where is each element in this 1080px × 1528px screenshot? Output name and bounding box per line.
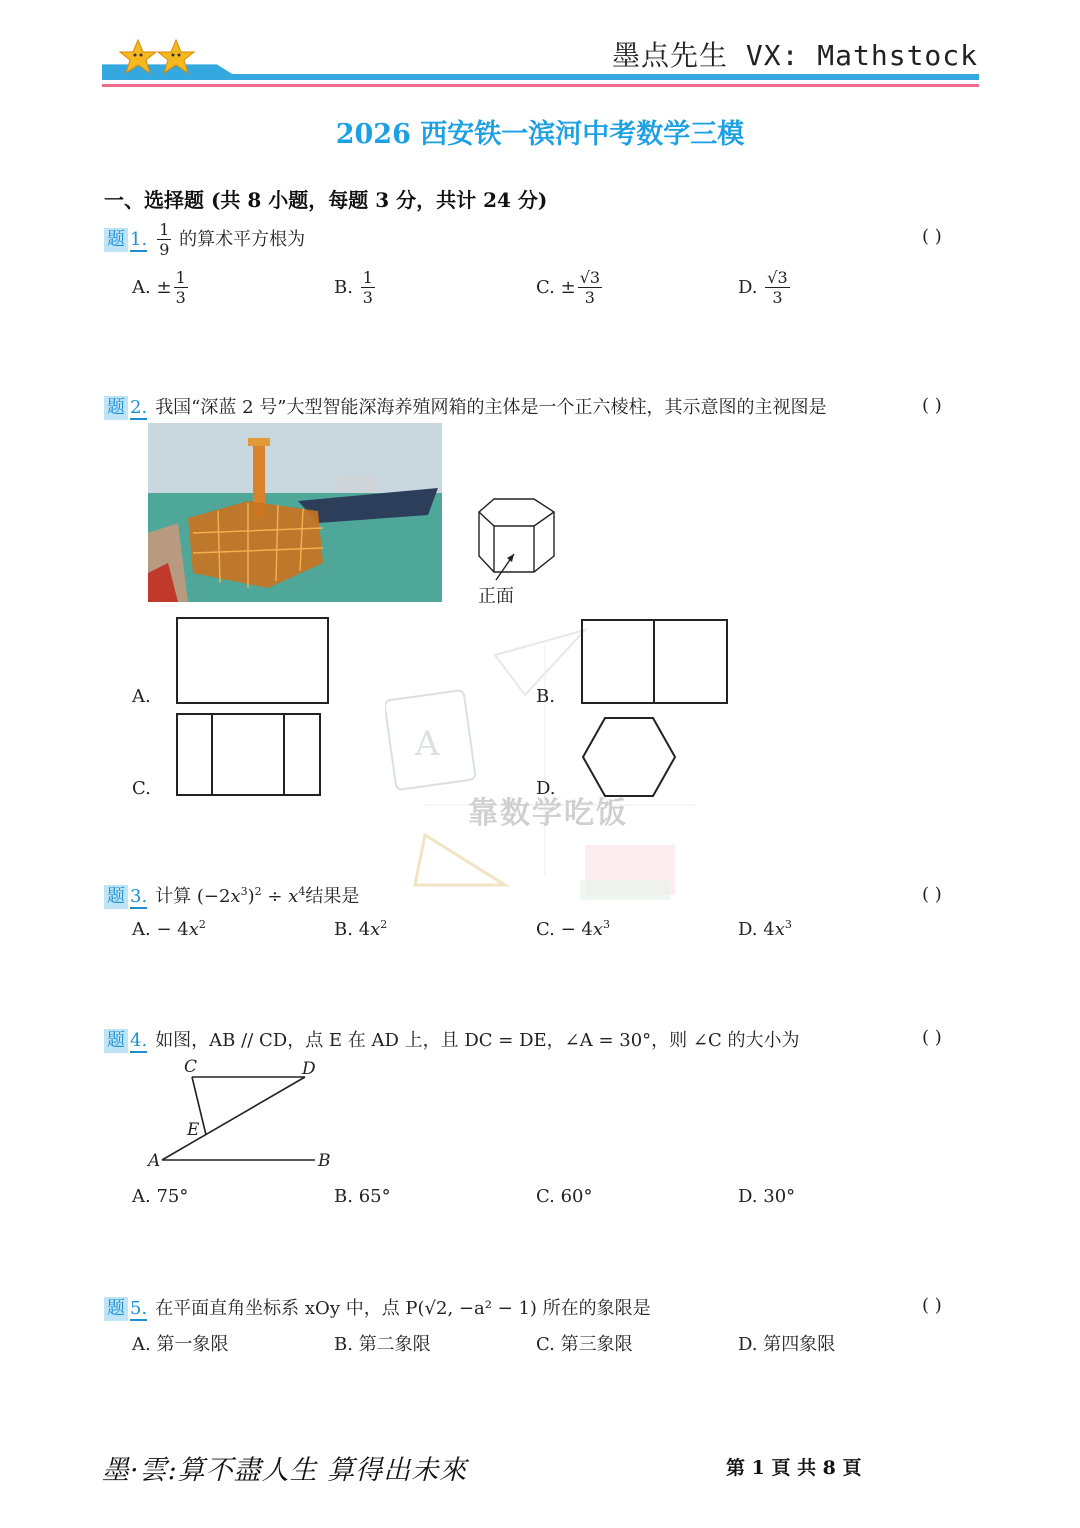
expr-variable: x (288, 886, 299, 907)
option-a (132, 270, 190, 306)
expr-variable: x (774, 919, 785, 940)
question-tag: 题 (104, 396, 128, 420)
fraction-numerator: √3 (767, 268, 788, 287)
option-label: A. (132, 1334, 151, 1355)
expr-variable: x (370, 919, 381, 940)
option-b-figure (581, 619, 729, 705)
header-brand: 墨点先生 VX: Mathstock (612, 39, 979, 72)
fraction-denominator: 9 (159, 240, 170, 259)
fraction (174, 270, 188, 306)
option-b (334, 270, 377, 306)
expr-exponent: 4 (298, 885, 306, 898)
option-d (738, 270, 792, 306)
option-d (738, 1330, 835, 1356)
question-4-stem (104, 1026, 799, 1053)
fraction-numerator: √3 (579, 268, 601, 287)
option-label: C. (536, 919, 555, 940)
question-number: 4. (130, 1030, 148, 1051)
option-value: 第四象限 (763, 1334, 836, 1355)
answer-paren: ( ) (922, 1027, 942, 1048)
point-label-d: D (302, 1059, 316, 1079)
option-coef: − 4 (156, 919, 189, 940)
option-label: D. (738, 919, 758, 940)
question-2-stem (104, 393, 826, 420)
option-coef: 4 (358, 919, 371, 940)
question-text: 如图，AB // CD，点 E 在 AD 上，且 DC = DE，∠A = 30°，则 ∠C 的大小为 (155, 1030, 800, 1051)
fraction-numerator: 1 (362, 268, 373, 287)
front-label: 正面 (478, 586, 514, 607)
option-a (132, 1330, 228, 1356)
option-a-figure (176, 617, 330, 705)
expr-part: 计算 (−2 (155, 886, 231, 907)
question-text: 的算术平方根为 (179, 229, 306, 250)
star-mascots-icon (118, 38, 198, 78)
option-c (536, 1186, 593, 1207)
question-1-stem (104, 222, 305, 258)
option-label: D. (738, 1334, 758, 1355)
question-tag: 题 (104, 1029, 128, 1053)
fraction (361, 270, 375, 306)
expr-exponent: 3 (603, 918, 611, 931)
answer-paren: ( ) (922, 226, 942, 247)
option-b (334, 918, 387, 940)
answer-paren: ( ) (922, 1295, 942, 1316)
option-coef: 4 (763, 919, 775, 940)
fraction (765, 270, 789, 306)
option-b (334, 1186, 391, 1207)
expr-exponent: 2 (380, 918, 388, 931)
fraction-numerator: 1 (175, 268, 186, 287)
question-number: 2. (130, 397, 148, 418)
point-label-b: B (318, 1151, 331, 1171)
option-d: D. (536, 778, 556, 799)
option-label: C. (536, 277, 555, 298)
point-label-e: E (187, 1120, 200, 1140)
question-tag: 题 (104, 1297, 128, 1321)
option-label: C. (536, 1334, 555, 1355)
geometry-figure-q4 (140, 1052, 340, 1177)
fraction-denominator: 3 (175, 288, 186, 307)
question-number: 5. (130, 1298, 148, 1319)
option-label: A. (132, 919, 151, 940)
question-tag: 题 (104, 228, 128, 252)
expr-variable: x (592, 919, 604, 940)
option-c-figure (176, 713, 322, 797)
option-value: 30° (763, 1186, 796, 1207)
option-b: B. (536, 686, 555, 707)
option-label: C. (536, 1186, 555, 1207)
expr-part: ) (247, 886, 255, 907)
option-label: A. (132, 277, 151, 298)
option-a (132, 918, 206, 940)
option-d (738, 918, 792, 940)
expr-part: ÷ (261, 886, 289, 907)
option-label: B. (334, 1334, 353, 1355)
option-value: 65° (358, 1186, 391, 1207)
header-underline (102, 84, 979, 87)
option-c: C. (132, 778, 151, 799)
option-label: B. (334, 277, 353, 298)
expr-exponent: 3 (784, 918, 792, 931)
option-value: 第二象限 (358, 1334, 431, 1355)
question-5-stem (104, 1294, 651, 1321)
option-prefix: ± (156, 277, 172, 298)
question-3-stem (104, 882, 359, 909)
watermark-text: 靠数学吃饭 (468, 796, 628, 831)
option-d (738, 1186, 795, 1207)
fraction-denominator: 3 (772, 288, 783, 307)
option-c (536, 270, 604, 306)
fraction-numerator: 1 (159, 220, 170, 239)
page-indicator: 第 1 頁 共 8 頁 (726, 1457, 862, 1479)
expr-exponent: 2 (254, 885, 262, 898)
option-value: 第一象限 (156, 1334, 229, 1355)
option-label: A. (132, 1186, 151, 1207)
svg-text:A: A (415, 724, 440, 764)
question-text: 在平面直角坐标系 xOy 中，点 P(√2, −a² − 1) 所在的象限是 (155, 1298, 651, 1319)
option-a (132, 1186, 188, 1207)
option-label: D. (738, 1186, 758, 1207)
fraction (157, 222, 171, 258)
page-title: 2026 西安铁一滨河中考数学三模 (335, 119, 745, 150)
expr-exponent: 3 (240, 885, 248, 898)
option-b (334, 1330, 431, 1356)
question-text: 我国“深蓝 2 号”大型智能深海养殖网箱的主体是一个正六棱柱，其示意图的主视图是 (155, 397, 827, 418)
option-value: 75° (156, 1186, 189, 1207)
answer-paren: ( ) (922, 395, 942, 416)
option-prefix: ± (560, 277, 576, 298)
question-text: 结果是 (305, 886, 360, 907)
option-c (536, 918, 610, 940)
fraction-denominator: 3 (362, 288, 373, 307)
footer-slogan: 墨·雲:算不盡人生 算得出未來 (102, 1455, 468, 1486)
point-label-a: A (148, 1151, 161, 1171)
header-bar (102, 74, 979, 80)
expr-variable: x (188, 919, 199, 940)
question-number: 3. (130, 886, 148, 907)
question-number: 1. (130, 229, 148, 250)
option-value: 第三象限 (560, 1334, 633, 1355)
option-c (536, 1330, 633, 1356)
point-label-c: C (184, 1057, 198, 1077)
expr-exponent: 2 (198, 918, 206, 931)
option-label: B. (334, 919, 353, 940)
option-label: B. (334, 1186, 353, 1207)
aquaculture-cage-photo (148, 423, 442, 602)
option-value: 60° (560, 1186, 593, 1207)
answer-paren: ( ) (922, 884, 942, 905)
fraction-denominator: 3 (584, 288, 595, 307)
option-d-hexagon-figure (581, 716, 677, 798)
expr-variable: x (230, 886, 241, 907)
fraction (578, 270, 602, 306)
option-a: A. (132, 686, 151, 707)
option-label: D. (738, 277, 758, 298)
hexagonal-prism-diagram (474, 494, 564, 584)
question-tag: 题 (104, 885, 128, 909)
option-coef: − 4 (560, 919, 593, 940)
section-heading: 一、选择题 (共 8 小题，每题 3 分，共计 24 分) (104, 188, 548, 212)
